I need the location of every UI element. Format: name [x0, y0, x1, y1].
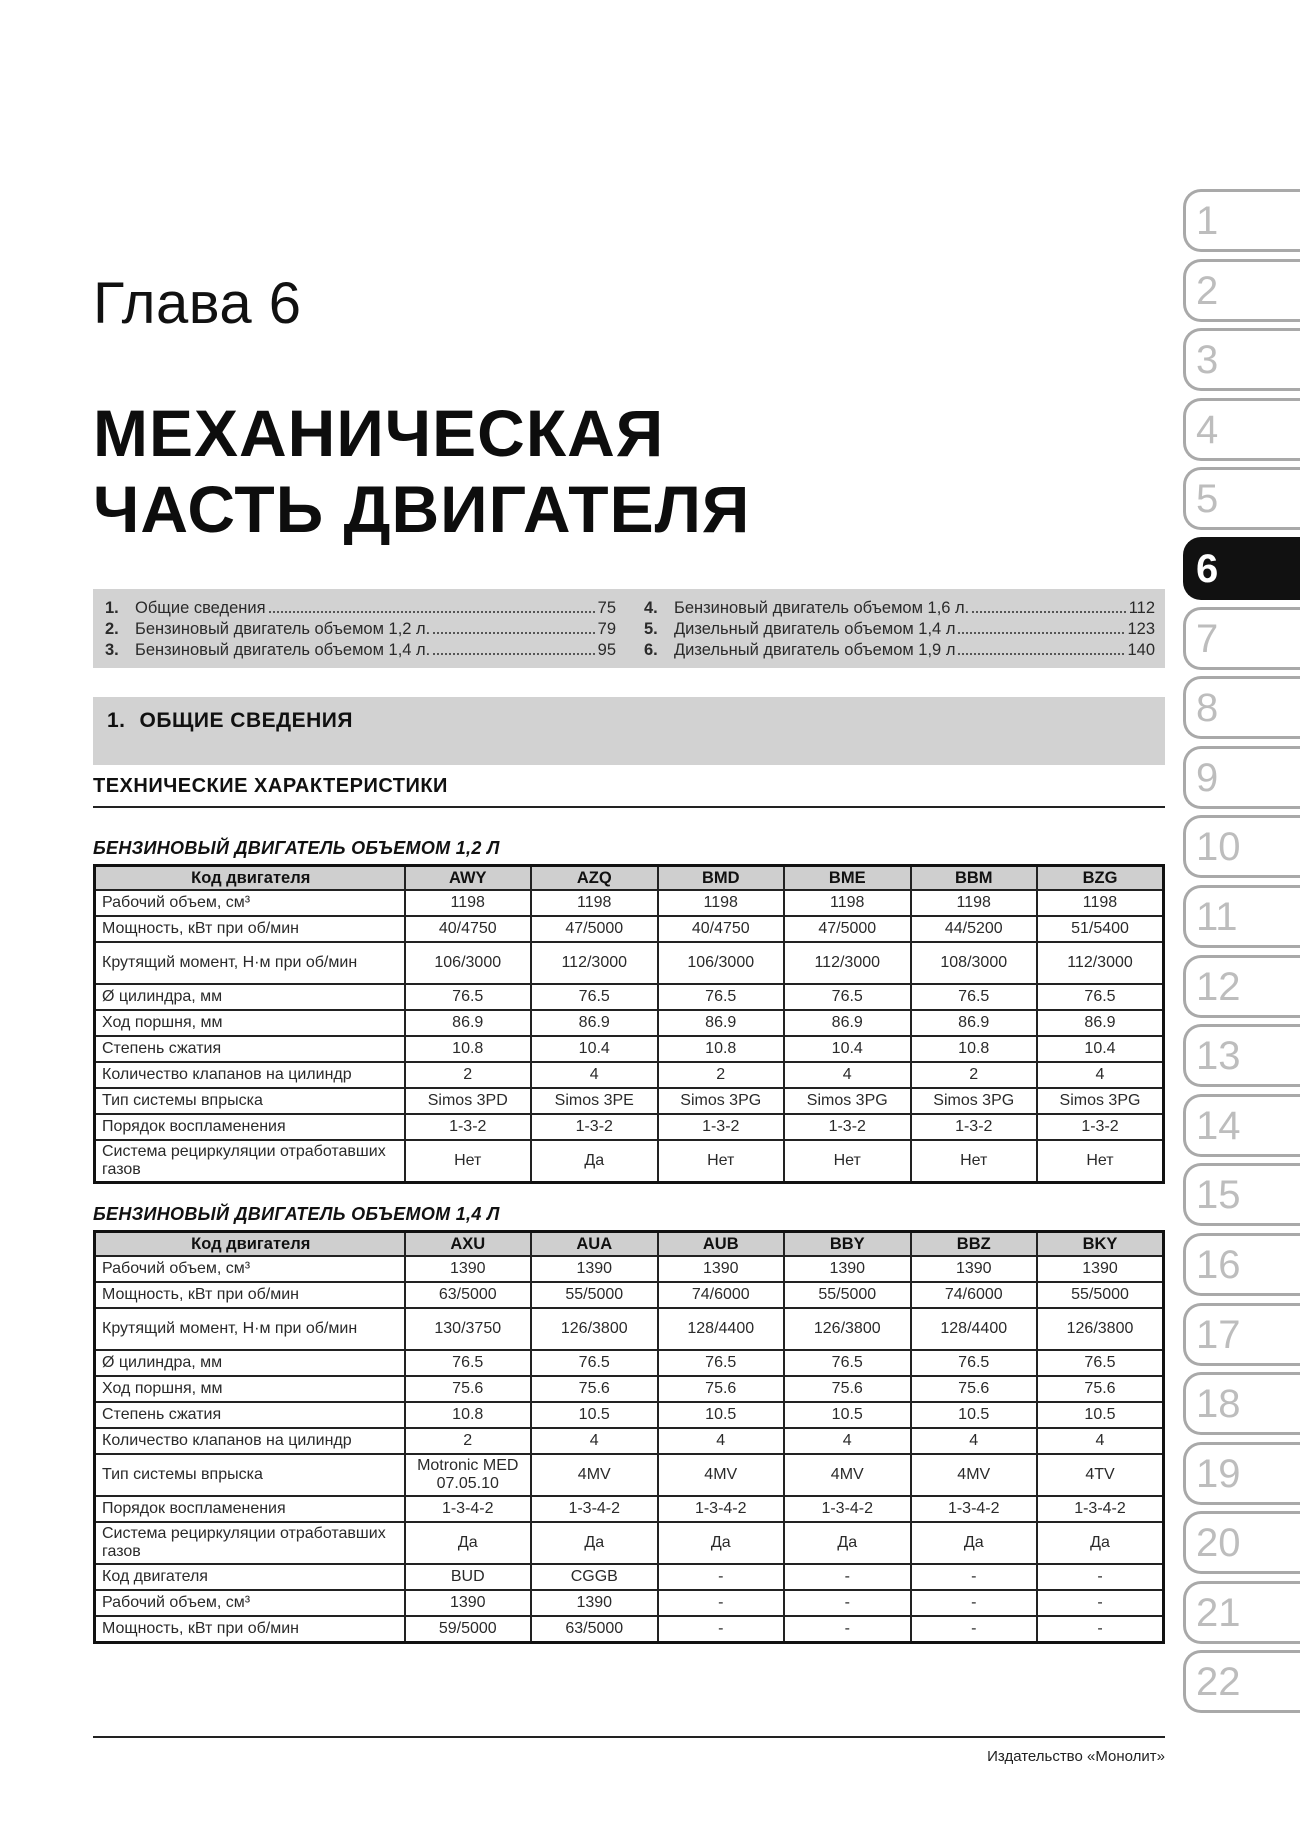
table-row — [95, 890, 1164, 916]
table-header-row — [95, 1232, 1164, 1257]
cell-value: 55/5000 — [531, 1282, 658, 1308]
footer-rule — [93, 1736, 1165, 1738]
cell-value: Да — [1037, 1522, 1164, 1564]
header-engine-code: BZG — [1037, 866, 1164, 891]
cell-value: Да — [784, 1522, 911, 1564]
cell-value: - — [1037, 1616, 1164, 1643]
table-row — [95, 1454, 1164, 1496]
cell-value: 10.5 — [911, 1402, 1038, 1428]
cell-value: 1390 — [784, 1256, 911, 1282]
cell-value: - — [784, 1564, 911, 1590]
cell-value: 4TV — [1037, 1454, 1164, 1496]
table-row — [95, 1114, 1164, 1140]
table-row — [95, 916, 1164, 942]
row-label: Порядок воспламенения — [95, 1496, 405, 1522]
cell-value: 75.6 — [658, 1376, 785, 1402]
toc-item-title: Общие сведения — [135, 599, 266, 617]
table-row — [95, 1088, 1164, 1114]
cell-value: 1390 — [911, 1256, 1038, 1282]
cell-value: 1-3-4-2 — [658, 1496, 785, 1522]
cell-value: 2 — [658, 1062, 785, 1088]
table-row — [95, 1036, 1164, 1062]
toc-item-page: 75 — [597, 599, 616, 617]
toc-item-page: 123 — [1127, 620, 1155, 638]
toc-item-page: 79 — [597, 620, 616, 638]
cell-value: 76.5 — [405, 1350, 532, 1376]
cell-value: 1-3-2 — [658, 1114, 785, 1140]
table-row — [95, 1590, 1164, 1616]
cell-value: 1-3-2 — [405, 1114, 532, 1140]
cell-value: Нет — [784, 1140, 911, 1183]
cell-value: 1-3-2 — [784, 1114, 911, 1140]
cell-value: 76.5 — [1037, 984, 1164, 1010]
cell-value: 1198 — [658, 890, 785, 916]
row-label: Рабочий объем, см³ — [95, 1590, 405, 1616]
chapter-tab-11[interactable]: 11 — [1183, 885, 1300, 948]
cell-value: - — [658, 1616, 785, 1643]
chapter-tab-21[interactable]: 21 — [1183, 1581, 1300, 1644]
cell-value: 51/5400 — [1037, 916, 1164, 942]
cell-value: 4 — [911, 1428, 1038, 1454]
cell-value: 86.9 — [911, 1010, 1038, 1036]
row-label: Ход поршня, мм — [95, 1376, 405, 1402]
row-label: Крутящий момент, Н·м при об/мин — [95, 1308, 405, 1350]
cell-value: Да — [911, 1522, 1038, 1564]
cell-value: 10.8 — [405, 1036, 532, 1062]
cell-value: - — [1037, 1564, 1164, 1590]
row-label: Рабочий объем, см³ — [95, 890, 405, 916]
header-engine-code: AZQ — [531, 866, 658, 891]
cell-value: 126/3800 — [531, 1308, 658, 1350]
chapter-title-line1: МЕХАНИЧЕСКАЯ — [93, 396, 665, 470]
publisher-footer: Издательство «Монолит» — [987, 1748, 1165, 1765]
cell-value: 76.5 — [784, 984, 911, 1010]
chapter-tab-5[interactable]: 5 — [1183, 467, 1300, 530]
table-row — [95, 984, 1164, 1010]
table-header-row — [95, 866, 1164, 891]
cell-value: 75.6 — [1037, 1376, 1164, 1402]
cell-value: 1390 — [405, 1256, 532, 1282]
cell-value: 74/6000 — [658, 1282, 785, 1308]
cell-value: 44/5200 — [911, 916, 1038, 942]
cell-value: Нет — [911, 1140, 1038, 1183]
cell-value: 10.4 — [1037, 1036, 1164, 1062]
section-heading — [93, 697, 1165, 765]
toc-item-title: Дизельный двигатель объемом 1,4 л — [674, 620, 956, 638]
toc-right-column — [644, 599, 1155, 668]
cell-value: 1198 — [911, 890, 1038, 916]
row-label: Рабочий объем, см³ — [95, 1256, 405, 1282]
cell-value: Да — [531, 1522, 658, 1564]
table-row — [95, 1350, 1164, 1376]
cell-value: 1390 — [405, 1590, 532, 1616]
table2-title: БЕНЗИНОВЫЙ ДВИГАТЕЛЬ ОБЪЕМОМ 1,4 Л — [93, 1204, 500, 1224]
cell-value: 47/5000 — [531, 916, 658, 942]
cell-value: 76.5 — [531, 984, 658, 1010]
row-label: Ø цилиндра, мм — [95, 984, 405, 1010]
cell-value: Simos 3PE — [531, 1088, 658, 1114]
cell-value: 86.9 — [658, 1010, 785, 1036]
row-label: Мощность, кВт при об/мин — [95, 1616, 405, 1643]
cell-value: Да — [405, 1522, 532, 1564]
toc-item-page: 140 — [1127, 641, 1155, 659]
cell-value: 63/5000 — [405, 1282, 532, 1308]
toc-leader-dots — [972, 611, 1125, 613]
table-row — [95, 942, 1164, 984]
toc-item-number: 2. — [105, 620, 119, 638]
table-row — [95, 1256, 1164, 1282]
header-engine-code: BME — [784, 866, 911, 891]
table-row — [95, 1522, 1164, 1564]
cell-value: 76.5 — [911, 1350, 1038, 1376]
cell-value: 128/4400 — [658, 1308, 785, 1350]
cell-value: 1390 — [658, 1256, 785, 1282]
table-row — [95, 1308, 1164, 1350]
cell-value: 1-3-4-2 — [784, 1496, 911, 1522]
toc-item — [105, 599, 616, 618]
cell-value: 1198 — [405, 890, 532, 916]
table1-title: БЕНЗИНОВЫЙ ДВИГАТЕЛЬ ОБЪЕМОМ 1,2 Л — [93, 838, 500, 858]
cell-value: 2 — [911, 1062, 1038, 1088]
cell-value: 1198 — [531, 890, 658, 916]
table-row — [95, 1140, 1164, 1183]
cell-value: Simos 3PG — [911, 1088, 1038, 1114]
toc-item-number: 5. — [644, 620, 658, 638]
cell-value: 10.4 — [531, 1036, 658, 1062]
cell-value: Нет — [405, 1140, 532, 1183]
toc-item-number: 6. — [644, 641, 658, 659]
row-label: Количество клапанов на цилиндр — [95, 1062, 405, 1088]
chapter-title-line2: ЧАСТЬ ДВИГАТЕЛЯ — [93, 472, 751, 546]
cell-value: 108/3000 — [911, 942, 1038, 984]
cell-value: Simos 3PG — [784, 1088, 911, 1114]
cell-value: 76.5 — [1037, 1350, 1164, 1376]
cell-value: 76.5 — [658, 984, 785, 1010]
cell-value: 106/3000 — [405, 942, 532, 984]
toc-item-page: 112 — [1128, 599, 1155, 617]
cell-value: - — [784, 1590, 911, 1616]
chapter-tab-22[interactable]: 22 — [1183, 1650, 1300, 1713]
cell-value: 1-3-2 — [1037, 1114, 1164, 1140]
engine-spec-table-1-4l — [93, 1230, 1165, 1644]
chapter-tab-13[interactable]: 13 — [1183, 1024, 1300, 1087]
cell-value: - — [658, 1564, 785, 1590]
cell-value: 74/6000 — [911, 1282, 1038, 1308]
header-engine-code: AUA — [531, 1232, 658, 1257]
cell-value: 112/3000 — [1037, 942, 1164, 984]
chapter-tab-12[interactable]: 12 — [1183, 955, 1300, 1018]
chapter-tab-7[interactable]: 7 — [1183, 607, 1300, 670]
cell-value: Motronic MED 07.05.10 — [405, 1454, 532, 1496]
cell-value: 10.4 — [784, 1036, 911, 1062]
row-label: Код двигателя — [95, 1564, 405, 1590]
toc-item-title: Дизельный двигатель объемом 1,9 л — [674, 641, 956, 659]
cell-value: 1-3-4-2 — [531, 1496, 658, 1522]
cell-value: 10.5 — [784, 1402, 911, 1428]
cell-value: 106/3000 — [658, 942, 785, 984]
chapter-tab-16[interactable]: 16 — [1183, 1233, 1300, 1296]
chapter-tab-6[interactable]: 6 — [1183, 537, 1300, 600]
cell-value: 1-3-4-2 — [405, 1496, 532, 1522]
cell-value: 1390 — [531, 1590, 658, 1616]
header-label: Код двигателя — [95, 866, 405, 891]
toc-item — [644, 641, 1155, 660]
chapter-tabs — [1183, 189, 1300, 1720]
cell-value: 128/4400 — [911, 1308, 1038, 1350]
cell-value: 1-3-4-2 — [1037, 1496, 1164, 1522]
row-label: Мощность, кВт при об/мин — [95, 1282, 405, 1308]
cell-value: CGGB — [531, 1564, 658, 1590]
cell-value: 40/4750 — [658, 916, 785, 942]
toc-leader-dots — [433, 632, 594, 634]
cell-value: - — [658, 1590, 785, 1616]
cell-value: 10.8 — [658, 1036, 785, 1062]
toc-item-title: Бензиновый двигатель объемом 1,6 л. — [674, 599, 970, 617]
cell-value: 4 — [1037, 1062, 1164, 1088]
chapter-tab-19[interactable]: 19 — [1183, 1442, 1300, 1505]
table-row — [95, 1616, 1164, 1643]
table-row — [95, 1282, 1164, 1308]
toc-leader-dots — [958, 653, 1124, 655]
cell-value: 63/5000 — [531, 1616, 658, 1643]
chapter-tab-17[interactable]: 17 — [1183, 1303, 1300, 1366]
header-engine-code: BBM — [911, 866, 1038, 891]
cell-value: 4 — [658, 1428, 785, 1454]
row-label: Крутящий момент, Н·м при об/мин — [95, 942, 405, 984]
header-engine-code: BBZ — [911, 1232, 1038, 1257]
cell-value: BUD — [405, 1564, 532, 1590]
cell-value: - — [911, 1590, 1038, 1616]
cell-value: 86.9 — [784, 1010, 911, 1036]
cell-value: 1-3-2 — [531, 1114, 658, 1140]
row-label: Ход поршня, мм — [95, 1010, 405, 1036]
header-engine-code: BKY — [1037, 1232, 1164, 1257]
row-label: Порядок воспламенения — [95, 1114, 405, 1140]
cell-value: 4MV — [784, 1454, 911, 1496]
table-row — [95, 1496, 1164, 1522]
chapter-tab-14[interactable]: 14 — [1183, 1094, 1300, 1157]
table-of-contents — [93, 589, 1165, 668]
cell-value: 10.8 — [405, 1402, 532, 1428]
cell-value: 2 — [405, 1428, 532, 1454]
header-engine-code: BBY — [784, 1232, 911, 1257]
cell-value: 55/5000 — [1037, 1282, 1164, 1308]
cell-value: 75.6 — [911, 1376, 1038, 1402]
cell-value: 86.9 — [1037, 1010, 1164, 1036]
header-engine-code: AWY — [405, 866, 532, 891]
toc-item-title: Бензиновый двигатель объемом 1,2 л. — [135, 620, 431, 638]
cell-value: 4 — [531, 1428, 658, 1454]
cell-value: 10.5 — [658, 1402, 785, 1428]
chapter-tab-3[interactable]: 3 — [1183, 328, 1300, 391]
cell-value: 2 — [405, 1062, 532, 1088]
row-label: Ø цилиндра, мм — [95, 1350, 405, 1376]
cell-value: 4MV — [911, 1454, 1038, 1496]
table-row — [95, 1062, 1164, 1088]
chapter-tab-20[interactable]: 20 — [1183, 1511, 1300, 1574]
chapter-title — [93, 395, 750, 547]
chapter-tab-15[interactable]: 15 — [1183, 1163, 1300, 1226]
table-row — [95, 1402, 1164, 1428]
cell-value: 126/3800 — [1037, 1308, 1164, 1350]
row-label: Количество клапанов на цилиндр — [95, 1428, 405, 1454]
cell-value: 59/5000 — [405, 1616, 532, 1643]
header-engine-code: AXU — [405, 1232, 532, 1257]
row-label: Система рециркуляции отработавших газов — [95, 1140, 405, 1183]
cell-value: 76.5 — [911, 984, 1038, 1010]
chapter-tab-2[interactable]: 2 — [1183, 259, 1300, 322]
row-label: Степень сжатия — [95, 1402, 405, 1428]
header-engine-code: AUB — [658, 1232, 785, 1257]
cell-value: 10.5 — [531, 1402, 658, 1428]
cell-value: Simos 3PG — [1037, 1088, 1164, 1114]
section-number: 1. — [107, 709, 126, 732]
cell-value: - — [911, 1564, 1038, 1590]
row-label: Мощность, кВт при об/мин — [95, 916, 405, 942]
chapter-tab-1[interactable]: 1 — [1183, 189, 1300, 252]
header-engine-code: BMD — [658, 866, 785, 891]
cell-value: 75.6 — [531, 1376, 658, 1402]
specs-subheading: ТЕХНИЧЕСКИЕ ХАРАКТЕРИСТИКИ — [93, 775, 1165, 808]
section-title: ОБЩИЕ СВЕДЕНИЯ — [139, 709, 353, 732]
cell-value: 112/3000 — [531, 942, 658, 984]
cell-value: 75.6 — [784, 1376, 911, 1402]
toc-left-column — [105, 599, 616, 668]
chapter-tab-10[interactable]: 10 — [1183, 815, 1300, 878]
chapter-label: Глава 6 — [93, 271, 302, 336]
cell-value: 1-3-2 — [911, 1114, 1038, 1140]
cell-value: 76.5 — [405, 984, 532, 1010]
cell-value: 86.9 — [531, 1010, 658, 1036]
toc-item — [644, 620, 1155, 639]
cell-value: 75.6 — [405, 1376, 532, 1402]
toc-leader-dots — [269, 611, 595, 613]
cell-value: 76.5 — [784, 1350, 911, 1376]
cell-value: 1-3-4-2 — [911, 1496, 1038, 1522]
row-label: Тип системы впрыска — [95, 1454, 405, 1496]
cell-value: 4MV — [658, 1454, 785, 1496]
row-label: Тип системы впрыска — [95, 1088, 405, 1114]
cell-value: 112/3000 — [784, 942, 911, 984]
cell-value: 130/3750 — [405, 1308, 532, 1350]
toc-item-page: 95 — [597, 641, 616, 659]
toc-item-title: Бензиновый двигатель объемом 1,4 л. — [135, 641, 431, 659]
chapter-tab-4[interactable]: 4 — [1183, 398, 1300, 461]
cell-value: 1390 — [531, 1256, 658, 1282]
cell-value: 40/4750 — [405, 916, 532, 942]
cell-value: 4 — [1037, 1428, 1164, 1454]
cell-value: 55/5000 — [784, 1282, 911, 1308]
cell-value: Нет — [658, 1140, 785, 1183]
row-label: Степень сжатия — [95, 1036, 405, 1062]
cell-value: 76.5 — [531, 1350, 658, 1376]
chapter-tab-8[interactable]: 8 — [1183, 676, 1300, 739]
cell-value: - — [784, 1616, 911, 1643]
cell-value: Simos 3PG — [658, 1088, 785, 1114]
engine-spec-table-1-2l — [93, 864, 1165, 1184]
toc-item-number: 4. — [644, 599, 658, 617]
cell-value: - — [1037, 1590, 1164, 1616]
chapter-tab-18[interactable]: 18 — [1183, 1372, 1300, 1435]
table-row — [95, 1376, 1164, 1402]
cell-value: 1198 — [1037, 890, 1164, 916]
cell-value: 86.9 — [405, 1010, 532, 1036]
cell-value: 4 — [531, 1062, 658, 1088]
table-row — [95, 1564, 1164, 1590]
cell-value: - — [911, 1616, 1038, 1643]
cell-value: 126/3800 — [784, 1308, 911, 1350]
toc-item-number: 3. — [105, 641, 119, 659]
header-label: Код двигателя — [95, 1232, 405, 1257]
chapter-tab-9[interactable]: 9 — [1183, 746, 1300, 809]
cell-value: Нет — [1037, 1140, 1164, 1183]
cell-value: 47/5000 — [784, 916, 911, 942]
cell-value: 76.5 — [658, 1350, 785, 1376]
row-label: Система рециркуляции отработавших газов — [95, 1522, 405, 1564]
cell-value: 4 — [784, 1428, 911, 1454]
cell-value: Да — [531, 1140, 658, 1183]
cell-value: 10.5 — [1037, 1402, 1164, 1428]
cell-value: 10.8 — [911, 1036, 1038, 1062]
cell-value: 4MV — [531, 1454, 658, 1496]
cell-value: 1198 — [784, 890, 911, 916]
toc-item-number: 1. — [105, 599, 119, 617]
table-row — [95, 1428, 1164, 1454]
toc-item — [644, 599, 1155, 618]
cell-value: 1390 — [1037, 1256, 1164, 1282]
cell-value: 4 — [784, 1062, 911, 1088]
toc-item — [105, 641, 616, 660]
toc-leader-dots — [958, 632, 1124, 634]
toc-item — [105, 620, 616, 639]
cell-value: Simos 3PD — [405, 1088, 532, 1114]
table-row — [95, 1010, 1164, 1036]
cell-value: Да — [658, 1522, 785, 1564]
toc-leader-dots — [433, 653, 594, 655]
